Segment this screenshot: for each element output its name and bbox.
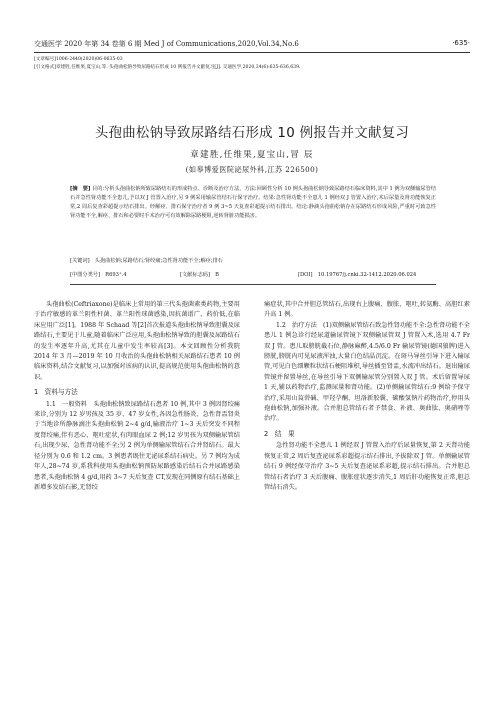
abstract xyxy=(70,185,436,221)
results-paragraph: 急性肾功能不全患儿 1 例经双 J 管置入治疗后尿量恢复,第 2 天肾功能恢复正常,2 周后复查泌尿系彩超提示结石排出,予拔除双 J 管。单侧输尿管结石 9 例经保守治疗 3~5 天后复查泌尿系彩超,提示结石排出。合并胆总管结石者治疗 3 天后腹痛、腹胀症状逐步消失,1 周后肝功能恢复正常,胆总管结石消失。 xyxy=(264,442,470,491)
citation-format: [引文格式]章建胜,任维果,夏宝山,等. 头孢曲松钠导致尿路结石形成 10 例报告并文献复习[J]. 交通医学,2020,34(6):635-636,639. xyxy=(34,65,301,70)
treatment-paragraph: 1.2 治疗方法 (1)双侧输尿管结石致急性肾功能不全:急性肾功能不全患儿 1 例急诊行经尿道输尿管镜下双侧输尿管双 J 管置入术,选用 4.7 Fr 双 J 管。患儿取膀胱截石位,静脉麻醉,4.5/6.0 Fr 输尿管镜(德国狼牌)进入膀胱,膀胱内可见尿液浑浊,大量白色结晶沉淀。在斑马导丝引导下进入输尿管,可见白色细颗粒状结石梗阻堆积,导丝插至肾盂,水流冲出结石。退出输尿管镜并留置导丝,在导丝引导下双侧输尿管分别置入双 J 管。术后留置导尿 1 天,辅以药物治疗,监测尿量和肾功能。(2)单侧输尿管结石:9 例给予保守治疗,采用山莨菪碱、甲羟孕酮、坦洛新胶囊、碳酸氢钠片药物治疗,停用头孢曲松钠,加强补液。合并胆总管结石者予禁食、补液、奥曲肽、奥硝唑等治疗。 xyxy=(264,321,470,423)
doi: [DOI] 10.19767/j.cnki.32-1412.2020.06.024 xyxy=(298,272,417,278)
left-column xyxy=(34,300,240,493)
affiliation: (如皋博爱医院泌尿外科,江苏 226500) xyxy=(185,165,319,174)
classification-line xyxy=(70,271,436,278)
clc-number: [中图分类号] R693⁺.4 xyxy=(70,272,127,278)
article-number: [文章编号]1006-2440(2020)06-0635-03 xyxy=(34,57,123,62)
right-column xyxy=(264,300,470,493)
section-heading-materials: 1 资料与方法 xyxy=(34,388,78,397)
abstract-text: 目的:分析头孢曲松钠所致尿路结石的形成特点、诊断及治疗方法。方法:回顾性分析 10 例头孢曲松钠导致尿路结石临床资料,其中 1 例为双侧输尿管结石并急性肾功能不全患儿,予以双 J 管置入治疗,另 9 例采用输尿管结石行保守治疗。结果:急性肾功能不全患儿 1 例经双 J 管置入治疗,术后尿量及肾功能恢复正常,2 周后复查彩超提示结石排出。经解痉、排石保守治疗者 9 例 3~5 天复查彩超提示结石排出。结论:静滴头孢曲松钠存在尿路结石形成风险,严重时可致急性肾功能不全,解痉、排石和必要时手术治疗可有效解除尿路梗阻,逆转肾脏功能损害。 xyxy=(70,186,436,219)
header-rule xyxy=(34,52,470,53)
continued-paragraph: 痛症状,其中合并胆总管结石,出现右上腹痛、腹胀、呕吐,转氨酶、高胆红素升高 1 例。 xyxy=(264,301,470,319)
journal-header: 交通医学 2020 年第 34 卷第 6 期 Med J of Communications,2020,Vol.34,No.6 xyxy=(34,40,299,48)
abstract-label: [摘 要] xyxy=(70,186,91,192)
section-heading-results: 2 结 果 xyxy=(264,429,295,438)
general-data-paragraph: 1.1 一般资料 头孢曲松钠致尿路结石患者 10 例,其中 3 例因肾绞痛来诊,分别为 12 岁男孩及 35 岁、47 岁女性,各因急性肠炎、急性肾盂肾炎于当地诊所静脉滴注头孢曲松钠 2~4 g/d,输液治疗 1~3 天后突发不同程度肾绞痛,伴有恶心、呕吐症状,有肉眼血尿 2 例;12 岁男孩为双侧输尿管结石,出现少尿、急性肾功能不全;另 2 例为单侧输尿管结石合并肾结石。最大径分别为 0.6 和 1.2 cm。3 例患者既往无泌尿系结石病史。另 7 例均为成年人,28~74 岁,系我科使用头孢曲松钠预防尿路感染后结石合并尿路感染患者,头孢曲松钠 4 g/d,用药 3~7 天后复查 CT,发现在同侧原有结石基础上新增多发结石影,无肾绞 xyxy=(34,400,240,491)
running-header xyxy=(34,39,470,49)
article-title: 头孢曲松钠导致尿路结石形成 10 例报告并文献复习 xyxy=(94,126,410,141)
authors: 章建胜,任维果,夏宝山,冒 辰 xyxy=(190,150,314,160)
abstract-rule xyxy=(70,284,436,285)
page-number: ·635· xyxy=(452,39,470,47)
intro-paragraph: 头孢曲松(Ceftriaxone)是临床上常用的第三代头孢菌素类药物,主要用于治疗敏感的革兰阴性杆菌、革兰阳性球菌感染,因抗菌谱广、药价低,在临床应用广泛[1]。1988 年 Schaad 等[2]首次报道头孢曲松钠导致胆囊及尿路结石,主要见于儿童,随着临床广泛应用,头孢曲松钠导致的胆囊及尿路结石的发生率逐年升高,尤其在儿童中发生率较高[3]。本文回顾性分析我院 2014 年 3 月—2019 年 10 月收治的头孢曲松钠相关尿路结石患者 10 例临床资料,结合文献复习,以加强对该病的认识,提高规范使用头孢曲松钠的意识。 xyxy=(34,301,240,381)
document-code: [文献标志码] B xyxy=(180,272,219,278)
keywords: [关键词] 头孢曲松钠;尿路结石;肾绞痛;急性肾功能不全;解痉;排石 xyxy=(70,258,223,264)
